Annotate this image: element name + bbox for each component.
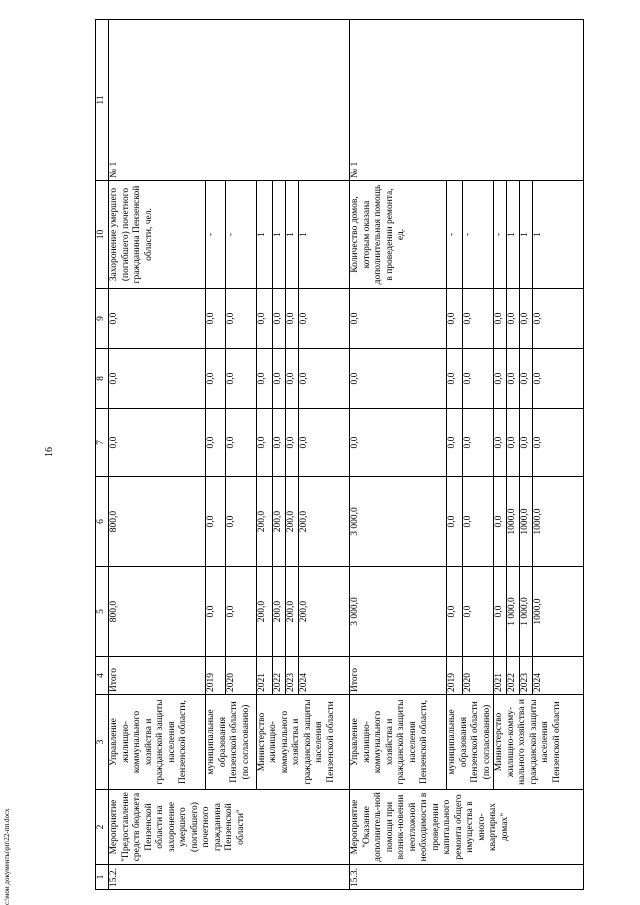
link-cell: № 1 bbox=[109, 20, 350, 181]
year-cell: 2024 bbox=[299, 657, 350, 695]
value-cell: 200,0 bbox=[256, 567, 273, 657]
value-cell: 0,0 bbox=[109, 409, 206, 477]
value-cell: 0,0 bbox=[109, 289, 206, 349]
indicator-cell: Захоронение умершего (погибшего) почетного гражданина Пензенской области, чел. bbox=[109, 181, 206, 289]
indicator-value: - bbox=[494, 181, 507, 289]
value-cell: 0,0 bbox=[533, 409, 584, 477]
header-cell: 8 bbox=[96, 349, 109, 409]
value-cell: 0,0 bbox=[350, 289, 447, 349]
executor-main: Управление жилищно-коммунального хозяйства и гражданской защиты населения Пензенской области, bbox=[109, 695, 206, 790]
value-cell: 1000,0 bbox=[533, 567, 584, 657]
header-cell: 7 bbox=[96, 409, 109, 477]
executor-main: Управление жилищно-коммунального хозяйства и гражданской защиты населения Пензенской области, bbox=[350, 695, 447, 790]
value-cell: 1 000,0 bbox=[507, 567, 520, 657]
value-cell: 200,0 bbox=[299, 477, 350, 567]
indicator-cell: Количество домов, которым оказана дополнительная помощь в проведении ремонта, ед. bbox=[350, 181, 447, 289]
value-cell: 0,0 bbox=[447, 477, 463, 567]
indicator-value: - bbox=[206, 181, 226, 289]
value-cell: 0,0 bbox=[286, 409, 299, 477]
value-cell: 0,0 bbox=[463, 477, 494, 567]
value-cell: 0,0 bbox=[494, 477, 507, 567]
value-cell: 0,0 bbox=[507, 409, 520, 477]
value-cell: 0,0 bbox=[286, 289, 299, 349]
value-cell: 0,0 bbox=[273, 289, 286, 349]
value-cell: 0,0 bbox=[206, 409, 226, 477]
value-cell: 0,0 bbox=[286, 349, 299, 409]
value-cell: 0,0 bbox=[494, 567, 507, 657]
value-cell: 0,0 bbox=[520, 409, 533, 477]
value-cell: 0,0 bbox=[206, 349, 226, 409]
row-number: 15.3. bbox=[350, 865, 584, 890]
value-cell: 0,0 bbox=[463, 349, 494, 409]
header-cell: 3 bbox=[96, 695, 109, 790]
value-cell: 0,0 bbox=[494, 409, 507, 477]
value-cell: 3 000,0 bbox=[350, 477, 447, 567]
footer-file-path: c:\мои документы\рп\22-пп.docx bbox=[3, 808, 11, 905]
value-cell: 1000,0 bbox=[507, 477, 520, 567]
value-cell: 200,0 bbox=[286, 567, 299, 657]
indicator-value: 1 bbox=[273, 181, 286, 289]
header-cell: 6 bbox=[96, 477, 109, 567]
value-cell: 200,0 bbox=[273, 477, 286, 567]
value-cell: 0,0 bbox=[463, 289, 494, 349]
value-cell: 0,0 bbox=[533, 289, 584, 349]
year-cell: 2019 bbox=[447, 657, 463, 695]
value-cell: 0,0 bbox=[447, 289, 463, 349]
indicator-value: 1 bbox=[256, 181, 273, 289]
value-cell: 0,0 bbox=[447, 349, 463, 409]
table-row bbox=[109, 20, 206, 890]
indicator-value: - bbox=[447, 181, 463, 289]
header-cell: 4 bbox=[96, 657, 109, 695]
footer bbox=[0, 0, 14, 905]
value-cell: 0,0 bbox=[109, 349, 206, 409]
event-name: Мероприятие "Предоставление средств бюджета Пензенской области на захоронение умершего (погибшего) почетного гражданина Пензенской области" bbox=[109, 790, 350, 865]
value-cell: 0,0 bbox=[225, 409, 256, 477]
header-cell: 11 bbox=[96, 20, 109, 181]
value-cell: 0,0 bbox=[206, 477, 226, 567]
executor-munic: муниципальные образования Пензенской области (по согласованию) bbox=[206, 695, 257, 790]
indicator-value: 1 bbox=[520, 181, 533, 289]
value-cell: 1000,0 bbox=[533, 477, 584, 567]
indicator-value: 1 bbox=[286, 181, 299, 289]
executor-munic: муниципальные образования Пензенской области (по согласованию) bbox=[447, 695, 494, 790]
value-cell: 0,0 bbox=[225, 289, 256, 349]
value-cell: 0,0 bbox=[225, 477, 256, 567]
executor-ministry: Министерство жилищно-комму-нального хозяйства и гражданской защиты населения Пензенской области bbox=[494, 695, 584, 790]
value-cell: 0,0 bbox=[494, 289, 507, 349]
value-cell: 0,0 bbox=[533, 349, 584, 409]
year-cell: 2022 bbox=[507, 657, 520, 695]
value-cell: 0,0 bbox=[256, 349, 273, 409]
value-cell: 0,0 bbox=[256, 289, 273, 349]
indicator-value: - bbox=[225, 181, 256, 289]
value-cell: 200,0 bbox=[273, 567, 286, 657]
indicator-value: 1 bbox=[507, 181, 520, 289]
executor-ministry: Министерство жилищно-коммунального хозяйства и гражданской защиты населения Пензенской области bbox=[256, 695, 350, 790]
header-cell: 10 bbox=[96, 181, 109, 289]
value-cell: 0,0 bbox=[447, 567, 463, 657]
event-name: Мероприятие "Оказание дополнитель-ной помощи при возник-новении неотложной необходимости в проведении капитального ремонта общего имущества в много-квартирных домах" bbox=[350, 790, 584, 865]
header-cell: 1 bbox=[96, 865, 109, 890]
indicator-value: 1 bbox=[299, 181, 350, 289]
year-cell: 2022 bbox=[273, 657, 286, 695]
value-cell: 0,0 bbox=[299, 409, 350, 477]
value-cell: 3 000,0 bbox=[350, 567, 447, 657]
value-cell: 800,0 bbox=[109, 477, 206, 567]
value-cell: 0,0 bbox=[206, 567, 226, 657]
value-cell: 0,0 bbox=[507, 349, 520, 409]
year-cell: Итого bbox=[109, 657, 206, 695]
value-cell: 0,0 bbox=[299, 289, 350, 349]
year-cell: 2020 bbox=[225, 657, 256, 695]
year-cell: 2021 bbox=[256, 657, 273, 695]
page-number: 16 bbox=[44, 447, 55, 457]
value-cell: 1 000,0 bbox=[520, 567, 533, 657]
value-cell: 0,0 bbox=[350, 349, 447, 409]
value-cell: 0,0 bbox=[206, 289, 226, 349]
value-cell: 0,0 bbox=[447, 409, 463, 477]
value-cell: 0,0 bbox=[494, 349, 507, 409]
value-cell: 0,0 bbox=[507, 289, 520, 349]
header-cell: 2 bbox=[96, 790, 109, 865]
rotated-document bbox=[95, 20, 605, 890]
value-cell: 0,0 bbox=[225, 349, 256, 409]
year-cell: 2019 bbox=[206, 657, 226, 695]
table-row bbox=[350, 20, 447, 890]
year-cell: 2024 bbox=[533, 657, 584, 695]
value-cell: 0,0 bbox=[463, 567, 494, 657]
year-cell: 2023 bbox=[520, 657, 533, 695]
value-cell: 0,0 bbox=[520, 289, 533, 349]
row-number: 15.2. bbox=[109, 865, 350, 890]
program-table bbox=[95, 19, 584, 890]
value-cell: 0,0 bbox=[299, 349, 350, 409]
indicator-value: - bbox=[463, 181, 494, 289]
value-cell: 200,0 bbox=[286, 477, 299, 567]
value-cell: 200,0 bbox=[299, 567, 350, 657]
year-cell: 2023 bbox=[286, 657, 299, 695]
value-cell: 0,0 bbox=[463, 409, 494, 477]
header-cell: 5 bbox=[96, 567, 109, 657]
value-cell: 0,0 bbox=[256, 409, 273, 477]
value-cell: 0,0 bbox=[273, 409, 286, 477]
value-cell: 200,0 bbox=[256, 477, 273, 567]
value-cell: 0,0 bbox=[273, 349, 286, 409]
year-cell: 2021 bbox=[494, 657, 507, 695]
header-row bbox=[96, 20, 109, 890]
value-cell: 0,0 bbox=[520, 349, 533, 409]
value-cell: 0,0 bbox=[350, 409, 447, 477]
year-cell: 2020 bbox=[463, 657, 494, 695]
link-cell: № 1 bbox=[350, 20, 584, 181]
year-cell: Итого bbox=[350, 657, 447, 695]
value-cell: 800,0 bbox=[109, 567, 206, 657]
indicator-value: 1 bbox=[533, 181, 584, 289]
value-cell: 1000,0 bbox=[520, 477, 533, 567]
value-cell: 0,0 bbox=[225, 567, 256, 657]
header-cell: 9 bbox=[96, 289, 109, 349]
